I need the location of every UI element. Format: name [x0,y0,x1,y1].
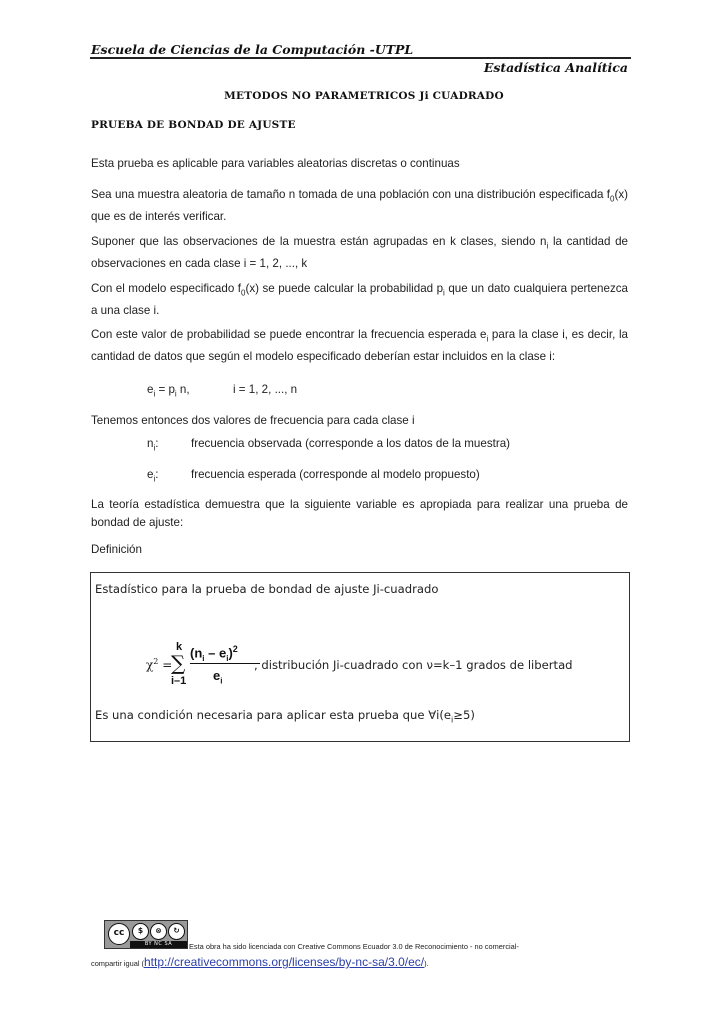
formula-denominator: $e_i$ [213,668,223,686]
paragraph-two-frequencies: Tenemos entonces dos valores de frecuencia para cada clase i [91,414,415,427]
definition-observed: $n_i$: frecuencia observada (corresponde a los datos de la muestra) [147,437,511,453]
paragraph-definition-label: Definición [91,543,142,556]
header-divider [90,57,631,59]
section-title: PRUEBA DE BONDAD DE AJUSTE [91,119,296,131]
fraction-bar [190,663,260,664]
nc-icon: ⊗ [150,923,167,940]
cc-icon: cc [108,923,130,945]
paragraph-intro: Esta prueba es aplicable para variables aleatorias discretas o continuas [91,157,460,170]
paragraph-classes: Suponer que las observaciones de la muestra están agrupadas en k clases, siendo $n_i$ la cantidad de observaciones en cada clase i = 1, 2, ..., k [91,235,628,270]
license-text-2: compartir igual (http://creativecommons.org/licenses/by-nc-sa/3.0/ec/). [91,955,429,969]
header-school: Escuela de Ciencias de la Computación -UTPL [91,42,414,57]
creative-commons-logo [104,920,188,949]
summation-icon: ∑ [171,651,186,675]
paragraph-probability: Con el modelo especificado $f_0(x)$ se puede calcular la probabilidad $p_i$ que un dato cualquiera pertenezca a una clase i. [91,282,628,317]
paragraph-sample: Sea una muestra aleatoria de tamaño n tomada de una población con una distribución especificada $f_0(x)$ que es de interés verificar. [91,188,628,223]
chi-square-symbol: $\chi^2$ = [146,657,173,672]
paragraph-theory: La teoría estadística demuestra que la siguiente variable es apropiada para realizar una prueba de bondad de ajuste: [91,498,628,529]
license-strip: BY NC SA [130,941,187,948]
definition-box [90,572,630,742]
page-title: METODOS NO PARAMETRICOS Ji CUADRADO [224,90,504,102]
license-text: Esta obra ha sido licenciada con Creative Commons Ecuador 3.0 de Reconocimiento - no comercial- [189,942,519,951]
condition-text: Es una condición necesaria para aplicar esta prueba que $\forall i(e_i\ge 5)$ [95,708,475,725]
license-link[interactable]: http://creativecommons.org/licenses/by-nc-sa/3.0/ec/ [143,955,425,969]
sa-icon: ↻ [168,923,185,940]
formula-range: i = 1, 2, ..., n [233,383,298,396]
chi-square-formula: k ∑ i–1 $(n_i - e_i)^2$ $e_i$ [171,641,281,691]
formula-numerator: $(n_i - e_i)^2$ [190,644,238,663]
definition-expected: $e_i$: frecuencia esperada (corresponde al modelo propuesto) [147,468,480,484]
expected-frequency-formula: $e_i = p_i$ n, i = 1, 2, ..., n [147,383,298,399]
paragraph-expected: Con este valor de probabilidad se puede encontrar la frecuencia esperada $e_i$ para la clase i, es decir, la cantidad de datos que según el modelo especificado deberían estar incluidos en la clase i: [91,328,628,363]
by-icon: $ [132,923,149,940]
distribution-text: , distribución Ji-cuadrado con ν=k–1 grados de libertad [254,658,573,672]
box-heading: Estadístico para la prueba de bondad de ajuste Ji-cuadrado [95,582,439,596]
header-course: Estadística Analítica [483,60,628,75]
